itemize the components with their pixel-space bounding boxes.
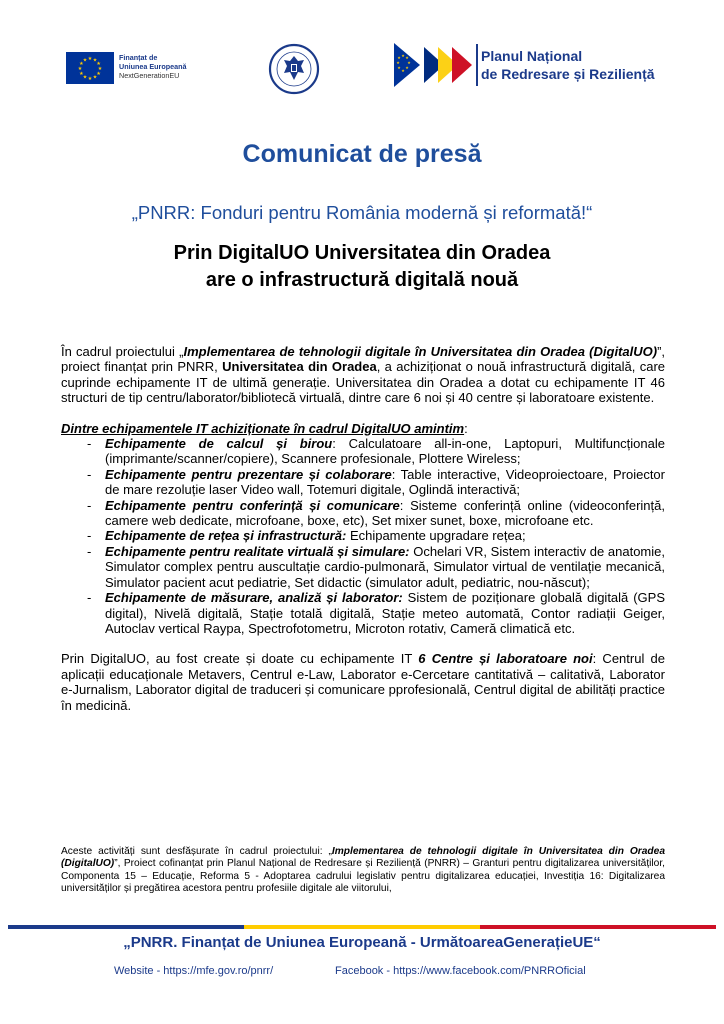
website-link[interactable]: Website - https://mfe.gov.ro/pnrr/ bbox=[114, 965, 274, 977]
eu-funding-label bbox=[119, 53, 187, 80]
footnote-project-name: Implementarea de tehnologii digitale în Universitatea din Oradea (DigitalUO) bbox=[61, 846, 665, 870]
footnote-text-1: Aceste activități sunt desfășurate în cadrul proiectului: „ bbox=[61, 846, 332, 857]
list-item-text: Sistem de poziționare globală digitală (GPS digital), Nivelă digitală, Stație totală digitală, Stație meteo automată, Contor radiații Geiger, Autoclav vertical Raypa, Spectrofotometru, Microton rotativ, Cameră climatică etc. bbox=[105, 590, 665, 636]
svg-text:★: ★ bbox=[397, 65, 401, 70]
facebook-link[interactable]: Facebook - https://www.facebook.com/PNRROficial bbox=[335, 965, 586, 977]
svg-text:★: ★ bbox=[97, 66, 103, 72]
svg-text:★: ★ bbox=[92, 74, 98, 81]
svg-text:★: ★ bbox=[405, 55, 409, 60]
intro-text-1: În cadrul proiectului „ bbox=[61, 344, 184, 359]
svg-text:★: ★ bbox=[401, 53, 405, 58]
intro-text-2: ”, proiect finanțat prin PNRR, bbox=[61, 344, 666, 375]
intro-university-name: Universitatea din Oradea bbox=[222, 359, 377, 375]
headline-line2: are o infrastructură digitală nouă bbox=[205, 269, 519, 291]
list-item-title: Echipamente pentru conferință și comunicare bbox=[105, 497, 400, 513]
svg-text:★: ★ bbox=[82, 57, 88, 64]
list-item-title: Echipamente de rețea și infrastructură: bbox=[105, 528, 347, 544]
svg-text:★: ★ bbox=[407, 60, 411, 65]
equipment-heading-colon: : bbox=[464, 420, 468, 436]
footnote-text-2: ”, Proiect cofinanțat prin Planul Național de Redresare și Reziliență (PNRR) – Granturi pentru digitalizarea universităților, Componenta 15 – Educație, Reforma 5 - Adoptarea cadrului legislativ pentru digitalizarea educației, Investiția 16: Digitalizarea universităților și pregătirea acestora pentru profesiile digitale ale viitorului, bbox=[61, 858, 665, 895]
svg-text:★: ★ bbox=[96, 61, 101, 67]
headline-line1: Prin DigitalUO Universitatea din Oradea bbox=[173, 242, 551, 264]
equipment-heading-text: Dintre echipamentele IT achiziționate în cadrul DigitalUO amintim bbox=[61, 420, 465, 436]
eu-funding-line3: NextGenerationEU bbox=[119, 71, 180, 80]
pnrr-name-line2: de Redresare și Reziliență bbox=[481, 66, 655, 82]
svg-text:★: ★ bbox=[96, 71, 101, 77]
list-item-text: Ochelari VR, Sistem interactiv de anatomie, Simulator complex pentru auscultație cardio-pulmonară, Simulator virtual de ventilație mecanică, Simulator pacient acut pediatrie, Set didactic (simulator adult, pediatric, nou-născut); bbox=[105, 543, 665, 590]
centers-paragraph bbox=[61, 651, 665, 713]
list-item-separator: : bbox=[332, 436, 349, 452]
eu-funding-line2: Uniunea Europeană bbox=[119, 62, 187, 71]
svg-text:★: ★ bbox=[397, 55, 401, 60]
list-item-text: Sisteme conferință online (videoconferință, camere web dedicate, microfoane, boxe, etc), Set mixer sunet, boxe, microfoane etc. bbox=[105, 497, 665, 529]
list-item: - Echipamente pentru realitate virtuală și simulare: Ochelari VR, Sistem interactiv de anatomie, Simulator complex pentru auscultație cardio-pulmonară, Simulator virtual de ventilație mecanică, Simulator pacient acut pediatrie, Set didactic (simulator adult, pediatric, nou-născut); bbox=[87, 543, 665, 590]
svg-text:★: ★ bbox=[92, 57, 98, 64]
list-item-title: Echipamente de măsurare, analiză și laborator: bbox=[105, 590, 403, 606]
svg-text:★: ★ bbox=[77, 66, 83, 72]
svg-text:★: ★ bbox=[79, 61, 84, 67]
pnrr-program-name bbox=[481, 47, 655, 83]
list-item-text: Calculatoare all-in-one, Laptopuri, Multifuncționale (imprimante/scanner/copiere), Scannere profesionale, Plottere Wireless; bbox=[105, 436, 665, 467]
romanian-government-seal-icon bbox=[268, 43, 320, 95]
centers-text-1: Prin DigitalUO, au fost create și doate cu echipamente IT bbox=[61, 651, 419, 667]
page-title: Comunicat de presă bbox=[242, 140, 482, 168]
centers-text-2: : Centrul de aplicații educaționale Metavers, Centrul e-Law, Laborator e-Cercetare cantitativă – calitativă, Laborator e-Jurnalism, Laborator digital de traduceri și comunicare pprofesională, Centrul digital de abilități practice în medicină. bbox=[61, 651, 665, 713]
list-item-title: Echipamente de calcul și birou bbox=[105, 436, 333, 452]
press-headline bbox=[0, 240, 724, 294]
press-body bbox=[61, 344, 665, 713]
list-item: - Echipamente pentru conferință și comunicare: Sisteme conferință online (videoconferință, camere web dedicate, microfoane, boxe, etc), Set mixer sunet, boxe, microfoane etc. bbox=[87, 497, 665, 529]
list-item-text: Echipamente upgradare rețea; bbox=[349, 528, 526, 544]
list-item-title: Echipamente pentru prezentare și colaborare bbox=[105, 466, 392, 482]
list-item-separator: : bbox=[391, 466, 401, 482]
eu-funding-line1: Finanțat de bbox=[119, 53, 158, 62]
pnrr-logo-divider bbox=[476, 44, 478, 86]
equipment-list bbox=[61, 436, 665, 636]
footer-slogan: „PNRR. Finanțat de Uniunea Europeană - UrmătoareaGenerațieUE“ bbox=[123, 934, 601, 951]
svg-text:★: ★ bbox=[82, 74, 88, 81]
project-footnote bbox=[61, 846, 665, 896]
list-item-title: Echipamente pentru realitate virtuală și simulare: bbox=[105, 543, 410, 559]
footnote-paragraph bbox=[61, 846, 665, 896]
svg-text:★: ★ bbox=[87, 56, 93, 62]
page-subtitle: „PNRR: Fonduri pentru România modernă și reformată!“ bbox=[131, 202, 593, 223]
list-item: - Echipamente de rețea și infrastructură: Echipamente upgradare rețea; bbox=[87, 528, 526, 544]
intro-paragraph bbox=[61, 344, 665, 406]
list-item: - Echipamente de calcul și birou: Calculatoare all-in-one, Laptopuri, Multifuncționale (imprimante/scanner/copiere), Scannere profesionale, Plottere Wireless; bbox=[87, 436, 665, 467]
svg-text:★: ★ bbox=[405, 65, 409, 70]
intro-text-3: , a achiziționat o nouă infrastructură digitală, care cuprinde echipamente IT de ultimă generație. Universitatea din Oradea a dotat cu echipamente IT 46 structuri de tip centru/laborator/bibliotecă virtuală, dintre care 6 noi și 40 centre și laboratoare existente. bbox=[61, 359, 666, 406]
svg-text:★: ★ bbox=[87, 76, 93, 82]
eu-flag-icon bbox=[66, 52, 114, 84]
svg-text:★: ★ bbox=[79, 71, 84, 77]
list-item: - Echipamente pentru prezentare și colaborare: Table interactive, Videoproiectoare, Proiector de mare rezoluție laser Video wall, Totemuri digitale, Oglindă interactivă; bbox=[87, 466, 665, 498]
centers-highlight: 6 Centre și laboratoare noi bbox=[418, 651, 593, 667]
list-item-separator: : bbox=[399, 497, 411, 513]
pnrr-name-line1: Planul Național bbox=[481, 48, 583, 64]
pnrr-flags-icon bbox=[394, 43, 472, 87]
svg-text:★: ★ bbox=[401, 68, 405, 73]
list-item-text: Table interactive, Videoproiectoare, Proiector de mare rezoluție laser Video wall, Totemuri digitale, Oglindă interactivă; bbox=[105, 466, 665, 498]
equipment-heading bbox=[61, 421, 665, 436]
svg-text:★: ★ bbox=[396, 60, 400, 65]
list-item: - Echipamente de măsurare, analiză și laborator: Sistem de poziționare globală digitală (GPS digital), Nivelă digitală, Stație totală digitală, Stație meteo automată, Contor radiații Geiger, Autoclav vertical Raypa, Spectrofotometru, Microton rotativ, Cameră climatică etc. bbox=[87, 590, 665, 636]
intro-project-name: Implementarea de tehnologii digitale în Universitatea din Oradea (DigitalUO) bbox=[183, 344, 658, 359]
footer-tricolor-rule bbox=[8, 925, 716, 929]
